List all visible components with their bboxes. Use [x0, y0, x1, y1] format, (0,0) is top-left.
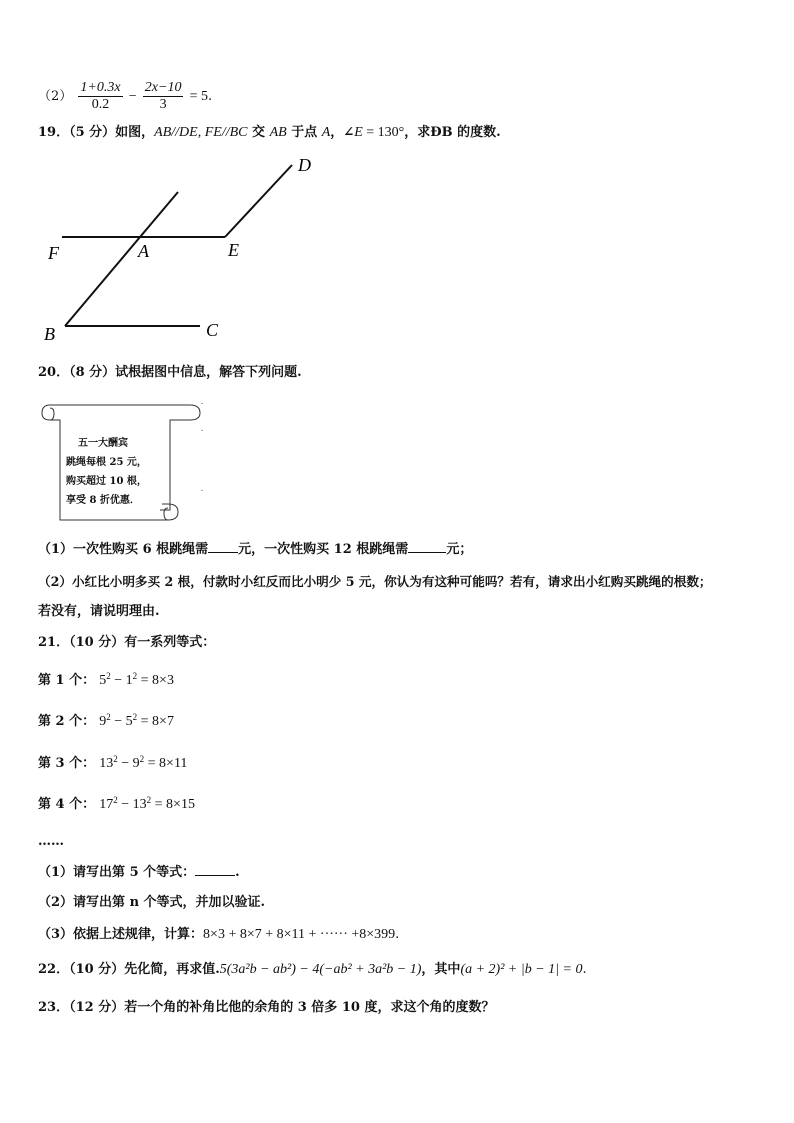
- question-21: 21．（10 分）有一系列等式：: [38, 635, 216, 650]
- fraction-2: $\frac{2x-10}{3}$: [144, 80, 182, 112]
- fraction-1: $\frac{1+0.3x}{0.2}$: [80, 80, 121, 112]
- question-20-part-1: （1）一次性购买 6 根跳绳需 元，一次性购买 12 根跳绳需 元；: [38, 542, 473, 557]
- line-ab: [65, 192, 178, 326]
- label-b: B: [44, 324, 55, 344]
- equation-18-2: （2） $\frac{1+0.3x}{0.2}$ − $\frac{2x-10}{3}$ = 5.: [38, 80, 213, 112]
- scroll-promotion-text: 五一大酬宾 跳绳每根 25 元， 购买超过 10 根， 享受 8 折优惠．: [66, 438, 147, 506]
- answer-blank-2[interactable]: [408, 540, 446, 553]
- label-f: F: [48, 243, 59, 263]
- question-19: 19．（5 分）如图，AB//DE, FE//BC 交 AB 于点 A，∠E = 130°，求ÐB 的度数.: [38, 125, 501, 140]
- line-ed: [225, 165, 292, 237]
- label-e: E: [228, 240, 239, 260]
- question-20-part-2: （2）小红比小明多买 2 根，付款时小红反而比小明少 5 元，你认为有这种可能吗？若有，请求出小红购买跳绳的根数；: [38, 574, 712, 589]
- label-d: D: [298, 155, 311, 175]
- equation-row-4: 第 4 个： $17^2 - 13^2 = 8\times 15$: [38, 795, 195, 812]
- equation-row-1: 第 1 个： $5^2 - 1^2 = 8\times 3$: [38, 671, 174, 688]
- answer-blank-1[interactable]: [208, 540, 238, 553]
- equation-row-3: 第 3 个： $13^2 - 9^2 = 8\times 11$: [38, 754, 188, 771]
- ellipsis: ……: [38, 834, 64, 849]
- question-20: 20．（8 分）试根据图中信息，解答下列问题.: [38, 365, 302, 380]
- geometry-figure-19: [30, 150, 330, 350]
- question-20-part-2-cont: 若没有，请说明理由.: [38, 604, 160, 619]
- answer-blank-3[interactable]: [195, 863, 235, 876]
- question-21-part-3: （3）依据上述规律，计算：8×3 + 8×7 + 8×11 + ······ +8×399.: [38, 927, 400, 942]
- question-21-part-1: （1）请写出第 5 个等式： .: [38, 865, 240, 880]
- equation-row-2: 第 2 个： $9^2 - 5^2 = 8\times 7$: [38, 712, 174, 729]
- question-21-part-2: （2）请写出第 n 个等式，并加以验证.: [38, 895, 266, 910]
- question-23: 23．（12 分）若一个角的补角比他的余角的 3 倍多 10 度，求这个角的度数？: [38, 1000, 495, 1015]
- question-22: 22．（10 分）先化简，再求值.5(3a²b − ab²) − 4(−ab² + 3a²b − 1)，其中(a + 2)² + |b − 1| = 0.: [38, 962, 587, 977]
- label-a: A: [138, 241, 149, 261]
- label-c: C: [206, 320, 219, 340]
